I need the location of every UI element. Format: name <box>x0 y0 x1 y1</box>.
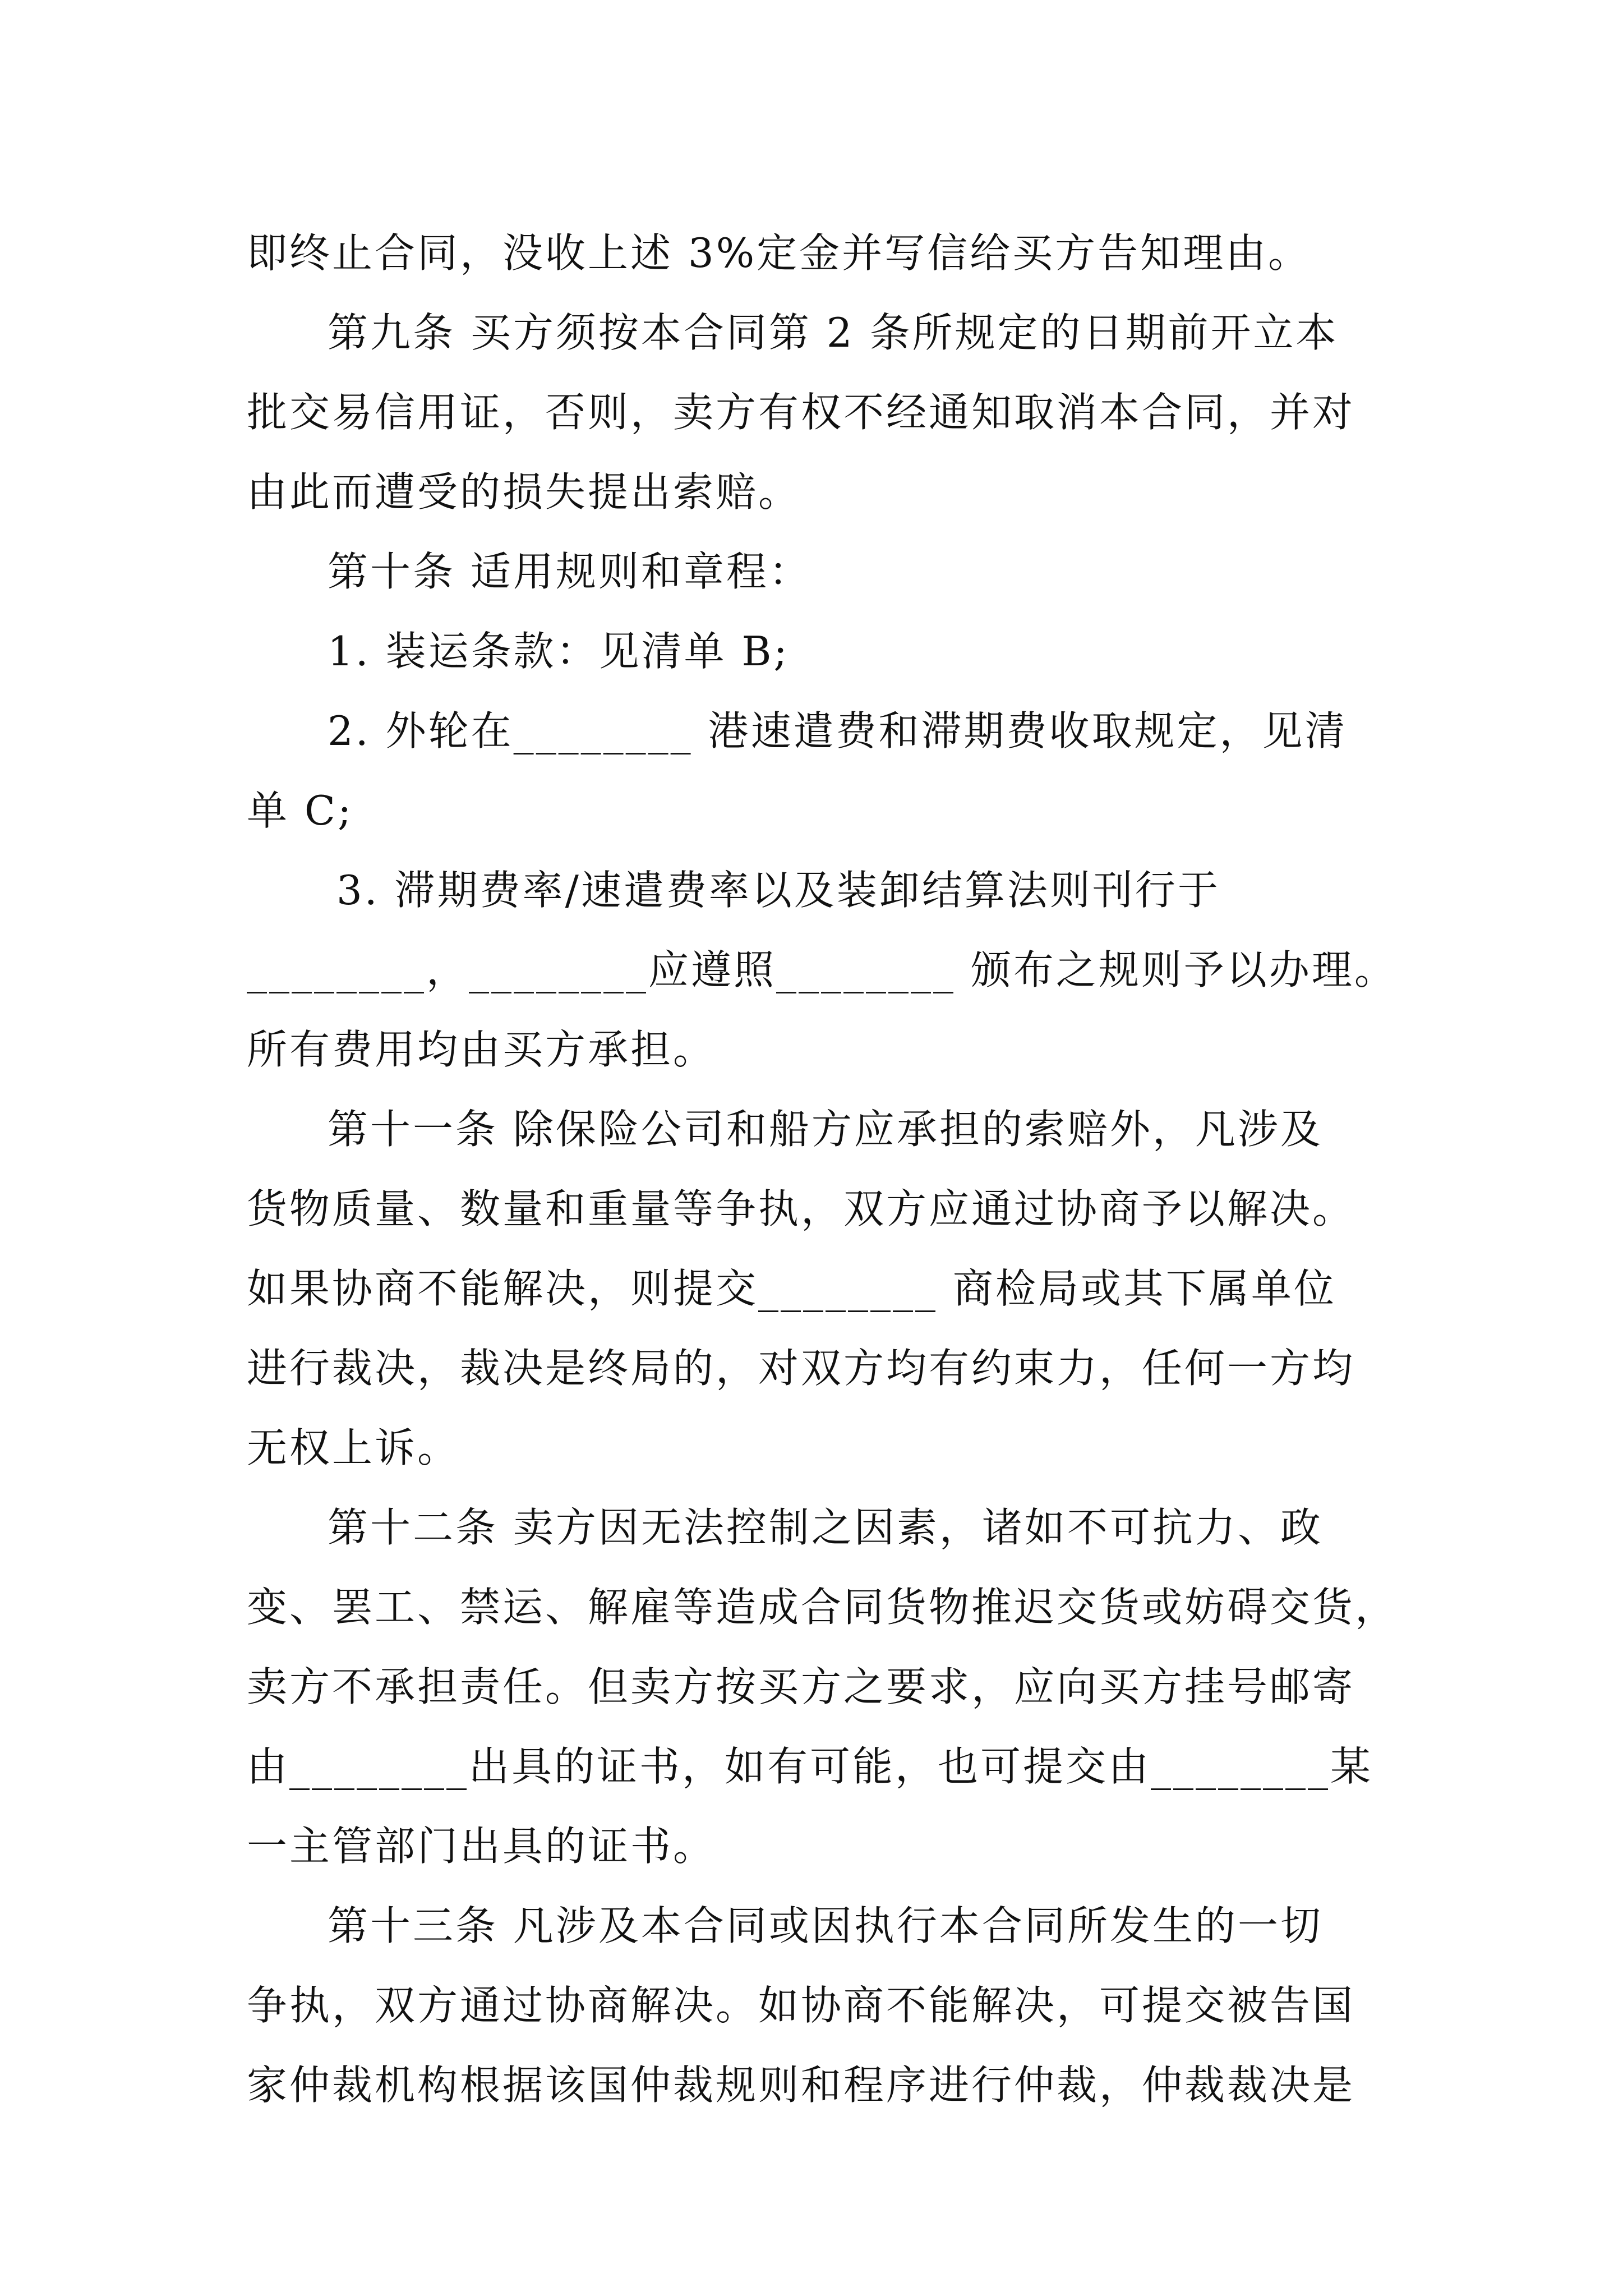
text-line: 第十条 适用规则和章程： <box>328 548 811 595</box>
text-line: 一主管部门出具的证书。 <box>247 1823 716 1870</box>
text-line: 第九条 买方须按本合同第 2 条所规定的日期前开立本 <box>328 309 1339 356</box>
text-line: 争执，双方通过协商解决。如协商不能解决，可提交被告国 <box>247 1982 1355 2029</box>
text-line: 3. 滞期费率/速遣费率以及装卸结算法则刊行于 <box>336 867 1220 914</box>
text-line: 第十三条 凡涉及本合同或因执行本合同所发生的一切 <box>328 1902 1323 1949</box>
text-line: 2. 外轮在________ 港速遣费和滞期费收取规定，见清 <box>328 707 1348 754</box>
text-line: 即终止合同，没收上述 3%定金并写信给买方告知理由。 <box>247 229 1311 277</box>
text-line: 单 C; <box>247 787 354 834</box>
text-line: 无权上诉。 <box>247 1424 460 1471</box>
text-line: 卖方不承担责任。但卖方按买方之要求，应向买方挂号邮寄 <box>247 1663 1355 1710</box>
text-line: 1. 装运条款：见清单 B; <box>328 628 790 675</box>
text-line: 由________出具的证书，如有可能，也可提交由________某 <box>247 1743 1373 1790</box>
text-line: 变、罢工、禁运、解雇等造成合同货物推迟交货或妨碍交货， <box>247 1584 1398 1631</box>
text-line: 如果协商不能解决，则提交________ 商检局或其下属单位 <box>247 1265 1336 1312</box>
text-line: 第十二条 卖方因无法控制之因素，诸如不可抗力、政 <box>328 1504 1323 1551</box>
text-line: 所有费用均由买方承担。 <box>247 1026 716 1073</box>
text-line: 进行裁决，裁决是终局的，对双方均有约束力，任何一方均 <box>247 1345 1355 1392</box>
contract-body-text <box>247 213 1398 2125</box>
text-line: 家仲裁机构根据该国仲裁规则和程序进行仲裁，仲裁裁决是 <box>247 2062 1355 2109</box>
text-line: 第十一条 除保险公司和船方应承担的索赔外，凡涉及 <box>328 1106 1323 1153</box>
text-line: ________，________应遵照________ 颁布之规则予以办理。 <box>247 946 1397 993</box>
text-line: 批交易信用证，否则，卖方有权不经通知取消本合同，并对 <box>247 389 1355 436</box>
text-line: 货物质量、数量和重量等争执，双方应通过协商予以解决。 <box>247 1185 1355 1232</box>
text-line: 由此而遭受的损失提出索赔。 <box>247 468 801 516</box>
